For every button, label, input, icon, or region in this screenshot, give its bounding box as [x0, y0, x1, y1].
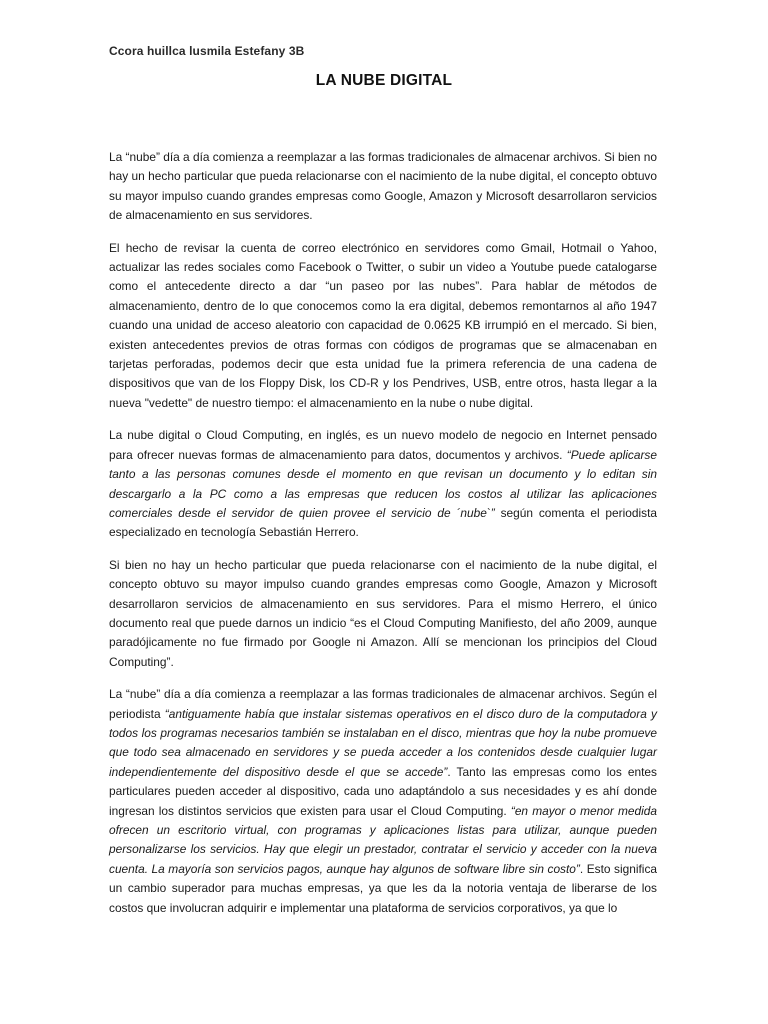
paragraph-5-end: . Esto significa un cambio superador para muchas empresas, ya que les da la notoria ventaja de liberarse de los costos que involucran adquirir e implementar una plataforma de servicios corporativos, ya que lo — [109, 861, 658, 915]
paragraph-3-quote: “Puede aplicarse tanto a las personas comunes desde el momento en que revisan un documento y lo editan sin descargarlo a la PC como a las empresas que reducen los costos al utilizar las aplicaciones comerciales desde el servidor de quien provee el servicio de ´nube`” — [109, 447, 657, 520]
paragraph-1-text: La “nube” día a día comienza a reemplazar a las formas tradicionales de almacenar archivos. Si bien no hay un hecho particular que pueda relacionarse con el nacimiento de la nube digital, el concepto obtuvo su mayor impulso cuando grandes empresas como Google, Amazon y Microsoft desarrollaron servicios de almacenamiento en sus servidores. — [109, 150, 657, 223]
paragraph-3-start: La nube digital o Cloud Computing, en inglés, es un nuevo modelo de negocio en Internet pensado para ofrecer nuevas formas de almacenamiento para datos, documentos y archivos. — [109, 428, 657, 462]
paragraph-3 — [109, 426, 657, 542]
paragraph-5 — [109, 685, 657, 918]
paragraph-5-quote-1: “antiguamente había que instalar sistemas operativos en el disco duro de la computadora y todos los programas necesarios también se instalaban en el disco, mientras que hoy la nube promueve que todo sea almacenado en servidores y se pueda acceder a los contenidos desde cualquier lugar independientemente del dispositivo desde el que se accede” — [109, 706, 657, 779]
paragraph-3-end: según comenta el periodista especializado en tecnología Sebastián Herrero. — [109, 505, 657, 540]
paragraph-5-start: La “nube” día a día comienza a reemplazar a las formas tradicionales de almacenar archivos. Según el periodista — [109, 687, 657, 721]
paragraph-4 — [109, 556, 657, 672]
author-line: Ccora huillca lusmila Estefany 3B — [109, 44, 305, 58]
document-body — [109, 148, 657, 931]
document-title: LA NUBE DIGITAL — [315, 72, 453, 89]
paragraph-2-text: El hecho de revisar la cuenta de correo electrónico en servidores como Gmail, Hotmail o Yahoo, actualizar las redes sociales como Facebook o Twitter, o subir un video a Youtube puede catalogarse como el antecedente directo a dar “un paseo por las nubes”. Para hablar de métodos de almacenamiento, dentro de lo que conocemos como la era digital, debemos remontarnos al año 1947 cuando una unidad de acceso aleatorio con capacidad de 0.0625 KB irrumpió en el mercado. Si bien, existen antecedentes previos de otras formas con códigos de programas que se almacenaban en tarjetas perforadas, podemos decir que esta unidad fue la primera referencia de una cadena de dispositivos que van de los Floppy Disk, los CD-R y los Pendrives, USB, entre otros, hasta llegar a la nueva "vedette" de nuestro tiempo: el almacenamiento en la nube o nube digital. — [109, 240, 657, 410]
paragraph-5-quote-2: “en mayor o menor medida ofrecen un escritorio virtual, con programas y aplicaciones listas para utilizar, aunque pueden personalizarse los servicios. Hay que elegir un prestador, contratar el servicio y acceder con la nueva cuenta. La mayoría son servicios pagos, aunque hay algunos de software libre sin costo” — [109, 803, 657, 876]
paragraph-4-text: Si bien no hay un hecho particular que pueda relacionarse con el nacimiento de la nube digital, el concepto obtuvo su mayor impulso cuando grandes empresas como Google, Amazon y Microsoft desarrollaron servicios de almacenamiento en sus servidores. Para el mismo Herrero, el único documento real que puede darnos un indicio “es el Cloud Computing Manifiesto, del año 2009, aunque paradójicamente no fue firmado por Google ni Amazon. Allí se mencionan los principios del Cloud Computing”. — [109, 557, 657, 669]
paragraph-1 — [109, 148, 657, 226]
paragraph-5-mid: . Tanto las empresas como los entes particulares pueden acceder al dispositivo, cada uno adaptándolo a sus necesidades y es ahí donde ingresan los distintos servicios que existen para usar el Cloud Computing. — [109, 764, 657, 818]
paragraph-2 — [109, 239, 657, 414]
